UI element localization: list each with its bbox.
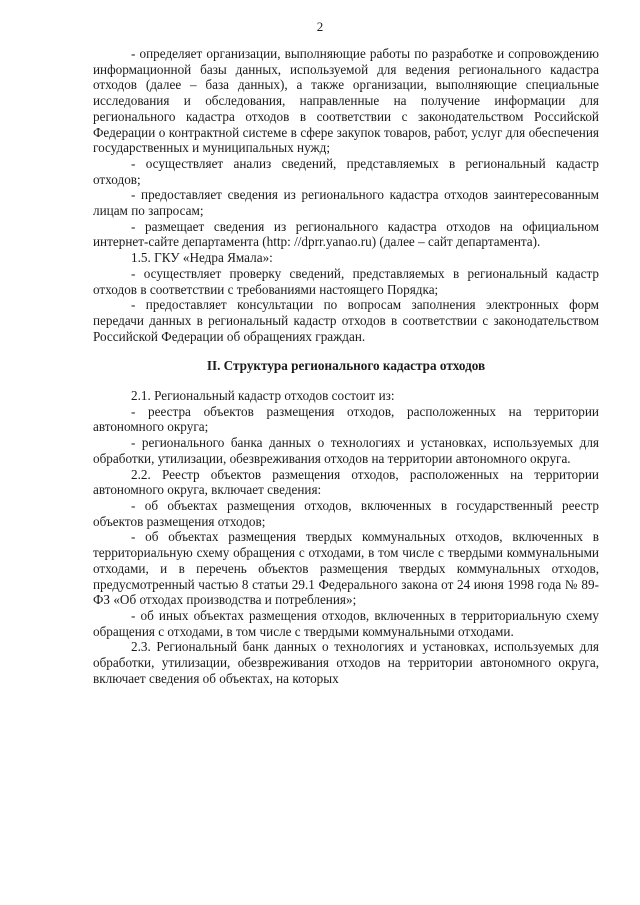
page-number: 2	[316, 19, 324, 34]
section-heading: II. Структура регионального кадастра отходов	[206, 358, 486, 374]
paragraph: - определяет организации, выполняющие работы по разработке и сопровождению информационной базы данных, используемой для ведения регионального кадастра отходов (далее – база данных), а также организации, выполняющие специальные исследования и обследования, направленные на получение информации для регионального кадастра отходов в соответствии с законодательством Российской Федерации о контрактной системе в сфере закупок товаров, работ, услуг для обеспечения государственных и муниципальных нужд;	[93, 46, 599, 156]
paragraph: - об объектах размещения твердых коммунальных отходов, включенных в территориальную схему обращения с отходами, в том числе с твердыми коммунальными отходами, и в перечень объектов размещения твердых коммунальных отходов, предусмотренный частью 8 статьи 29.1 Федерального закона от 24 июня 1998 года № 89-ФЗ «Об отходах производства и потребления»;	[93, 529, 599, 608]
document-body	[93, 46, 599, 686]
paragraph: - об объектах размещения отходов, включенных в государственный реестр объектов размещения отходов;	[93, 497, 599, 529]
paragraph: - реестра объектов размещения отходов, расположенных на территории автономного округа;	[93, 403, 599, 435]
paragraph: - предоставляет сведения из регионального кадастра отходов заинтересованным лицам по запросам;	[93, 187, 599, 219]
paragraph: - регионального банка данных о технологиях и установках, используемых для обработки, утилизации, обезвреживания отходов на территории автономного округа.	[93, 435, 599, 466]
paragraph: - предоставляет консультации по вопросам заполнения электронных форм передачи данных в региональный кадастр отходов в соответствии с законодательством Российской Федерации об обращениях граждан.	[93, 297, 599, 344]
paragraph: - осуществляет анализ сведений, представляемых в региональный кадастр отходов;	[93, 155, 599, 187]
paragraph: - об иных объектах размещения отходов, включенных в территориальную схему обращения с отходами, в том числе с твердыми коммунальными отходами.	[93, 607, 599, 639]
paragraph: - осуществляет проверку сведений, представляемых в региональный кадастр отходов в соответствии с требованиями настоящего Порядка;	[93, 265, 599, 297]
paragraph: 2.1. Региональный кадастр отходов состоит из:	[131, 388, 395, 404]
paragraph: - размещает сведения из регионального кадастра отходов на официальном интернет-сайте департамента (http: //dprr.yanao.ru) (далее – сайт департамента).	[93, 218, 599, 250]
paragraph: 2.3. Региональный банк данных о технологиях и установках, используемых для обработки, утилизации, обезвреживания отходов на территории автономного округа, включает сведения об объектах, на которых	[93, 639, 599, 686]
paragraph: 1.5. ГКУ «Недра Ямала»:	[131, 250, 273, 266]
paragraph: 2.2. Реестр объектов размещения отходов, расположенных на территории автономного округа, включает сведения:	[93, 466, 599, 498]
